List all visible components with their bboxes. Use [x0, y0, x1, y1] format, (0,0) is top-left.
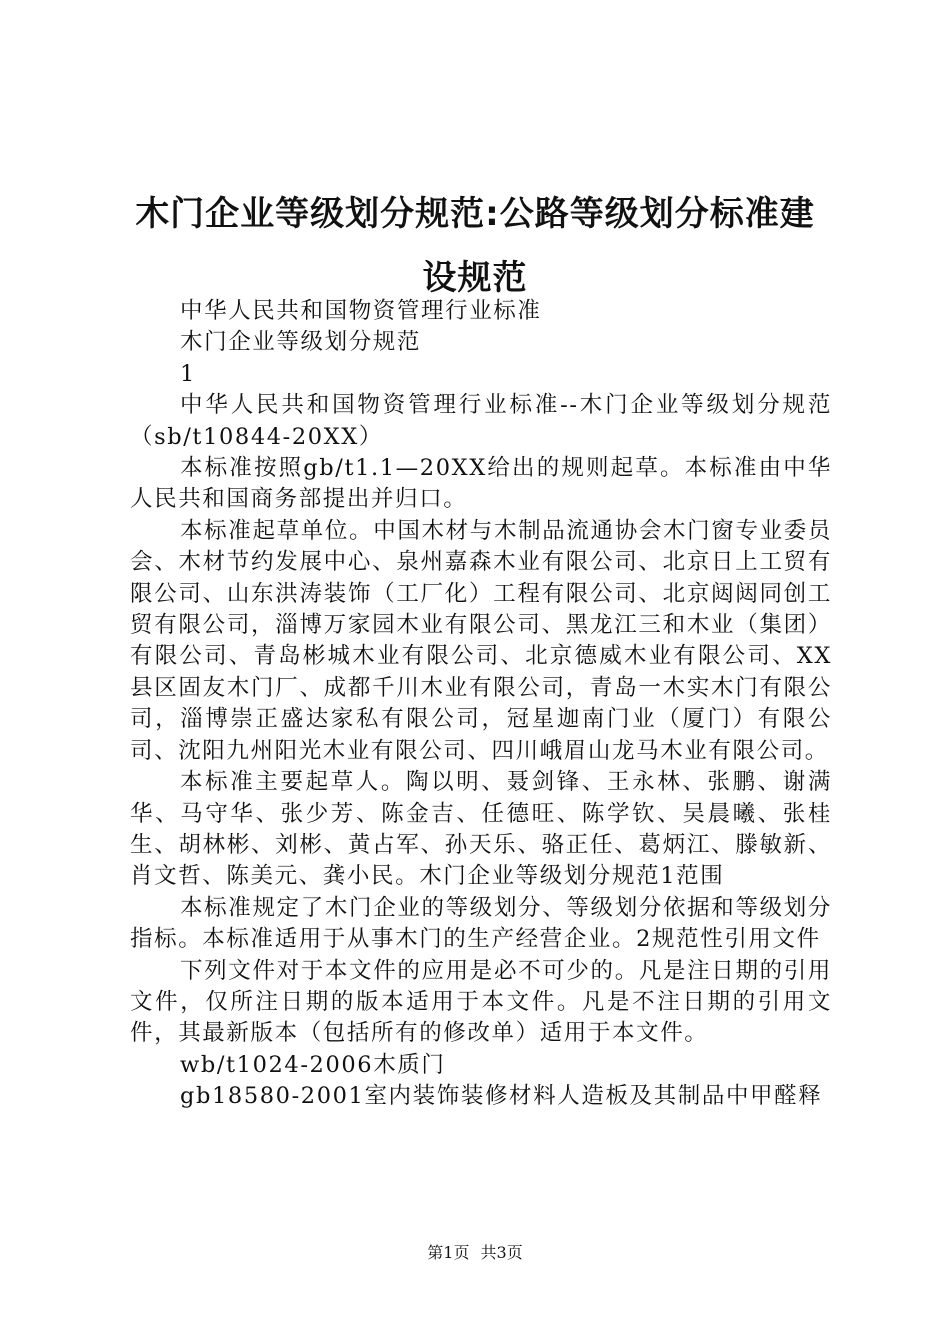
paragraph-drafters: 本标准主要起草人。陶以明、聂剑锋、王永林、张鹏、谢满华、马守华、张少芳、陈金吉、任德旺、陈学钦、吴晨曦、张桂生、胡林彬、刘彬、黄占军、孙天乐、骆正任、葛炳江、滕敏新、肖文哲、陈美元、龚小民。木门企业等级划分规范1范围 — [130, 769, 832, 890]
page-number: 第1页 — [427, 1243, 470, 1262]
paragraph-drafting-units: 本标准起草单位。中国木材与木制品流通协会木门窗专业委员会、木材节约发展中心、泉州嘉森木业有限公司、北京日上工贸有限公司、山东洪涛装饰（工厂化）工程有限公司、北京闼闼同创工贸有限公司，淄博万家园木业有限公司、黑龙江三和木业（集团）有限公司、青岛彬城木业有限公司、北京德威木业有限公司、XX县区固友木门厂、成都千川木业有限公司，青岛一木实木门有限公司，淄博崇正盛达家私有限公司，冠星迦南门业（厦门）有限公司、沈阳九州阳光木业有限公司、四川峨眉山龙马木业有限公司。 — [130, 517, 832, 764]
page-footer — [0, 1243, 950, 1263]
document-body — [130, 296, 832, 1113]
paragraph-standard-name: 木门企业等级划分规范 — [180, 329, 422, 356]
document-title: 木门企业等级划分规范:公路等级划分标准建设规范 — [135, 194, 815, 298]
paragraph-normative-references: 下列文件对于本文件的应用是必不可少的。凡是注日期的引用文件，仅所注日期的版本适用于本文件。凡是不注日期的引用文件，其最新版本（包括所有的修改单）适用于本文件。 — [130, 957, 832, 1047]
paragraph-reference-gb: gb18580-2001室内装饰装修材料人造板及其制品中甲醛释 — [180, 1083, 823, 1110]
paragraph-drafting-rules: 本标准按照gb/t1.1—20XX给出的规则起草。本标准由中华人民共和国商务部提出并归口。 — [130, 455, 832, 513]
paragraph-section-number: 1 — [180, 360, 196, 387]
paragraph-standard-code: 中华人民共和国物资管理行业标准--木门企业等级划分规范（sb/t10844-20XX） — [130, 392, 832, 450]
paragraph-scope: 本标准规定了木门企业的等级划分、等级划分依据和等级划分指标。本标准适用于从事木门的生产经营企业。2规范性引用文件 — [130, 894, 832, 953]
paragraph-standard-category: 中华人民共和国物资管理行业标准 — [180, 298, 542, 324]
paragraph-reference-wb: wb/t1024-2006木质门 — [180, 1051, 446, 1078]
page-total: 共3页 — [480, 1243, 523, 1262]
